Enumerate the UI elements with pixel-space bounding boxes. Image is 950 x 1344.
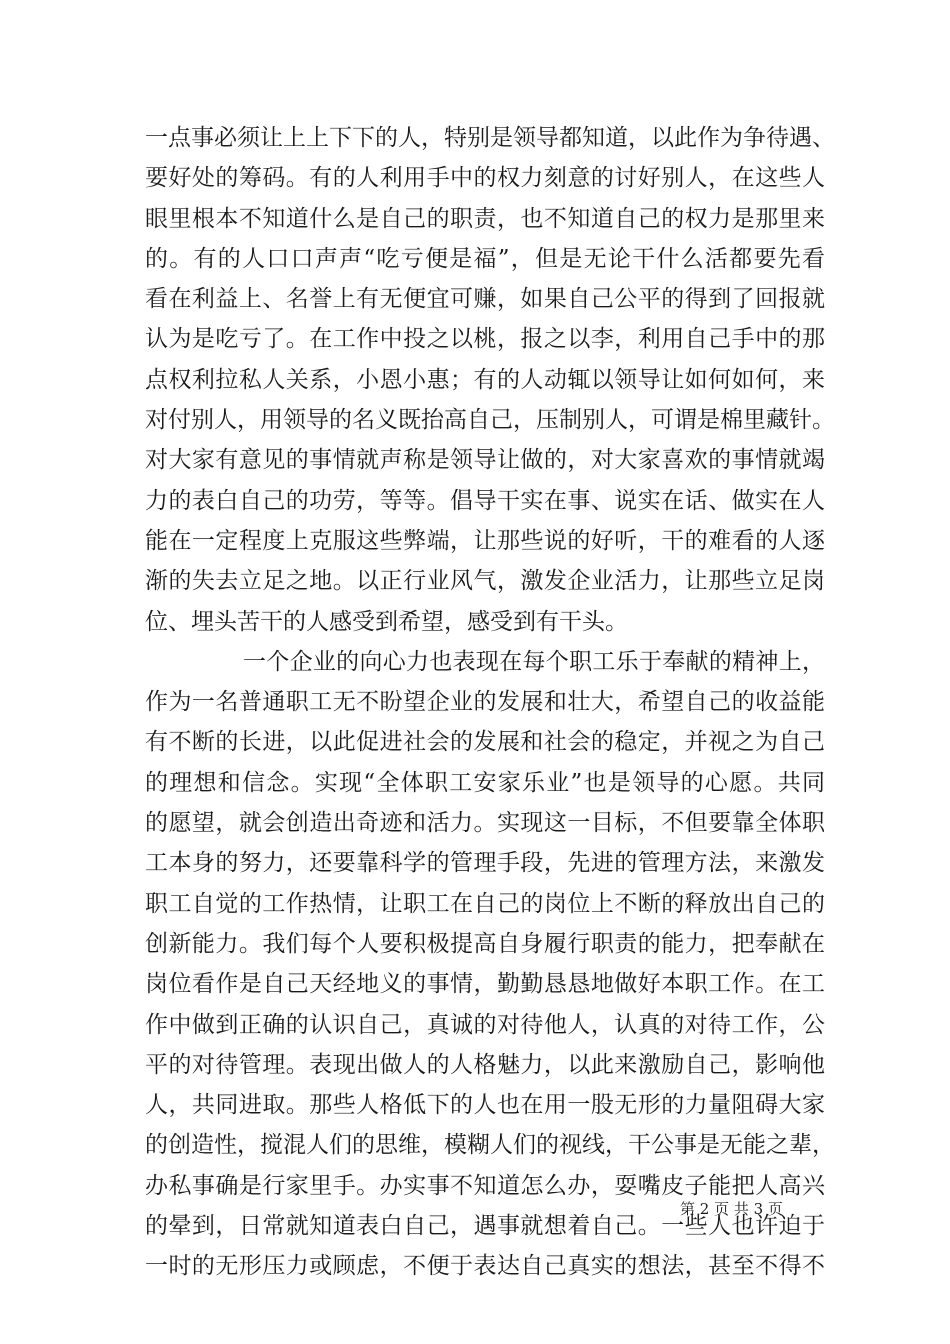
text-line: 要好处的筹码。有的人利用手中的权力刻意的讨好别人，在这些人 <box>145 165 825 192</box>
text-line: 看在利益上、名誉上有无便宜可赚，如果自己公平的得到了回报就 <box>145 286 825 313</box>
text-line: 眼里根本不知道什么是自己的职责，也不知道自己的权力是那里来 <box>145 205 825 232</box>
text-line: 对大家有意见的事情就声称是领导让做的，对大家喜欢的事情就竭 <box>145 447 825 474</box>
text-line: 作为一名普通职工无不盼望企业的发展和壮大，希望自己的收益能 <box>145 689 825 716</box>
text-line: 办私事确是行家里手。办实事不知道怎么办，耍嘴皮子能把人高兴 <box>145 1172 825 1199</box>
body-text <box>145 118 835 1287</box>
text-line: 的创造性，搅混人们的思维，模糊人们的视线，干公事是无能之辈， <box>145 1132 835 1159</box>
text-line: 有不断的长进，以此促进社会的发展和社会的稳定，并视之为自己 <box>145 729 825 756</box>
text-line: 的愿望，就会创造出奇迹和活力。实现这一目标，不但要靠全体职 <box>145 810 825 837</box>
text-line: 作中做到正确的认识自己，真诚的对待他人，认真的对待工作，公 <box>145 1011 825 1038</box>
text-line: 工本身的努力，还要靠科学的管理手段，先进的管理方法，来激发 <box>145 850 825 877</box>
paragraph-1 <box>145 118 835 642</box>
text-line: 平的对待管理。表现出做人的人格魅力，以此来激励自己，影响他 <box>145 1051 825 1078</box>
text-line: 的理想和信念。实现“全体职工安家乐业”也是领导的心愿。共同 <box>145 769 825 796</box>
text-line: 位、埋头苦干的人感受到希望，感受到有干头。 <box>145 608 628 635</box>
text-line: 对付别人，用领导的名义既抬高自己，压制别人，可谓是棉里藏针。 <box>145 407 835 434</box>
text-line: 点权利拉私人关系，小恩小惠；有的人动辄以领导让如何如何，来 <box>145 366 825 393</box>
text-line: 力的表白自己的功劳，等等。倡导干实在事、说实在话、做实在人 <box>145 487 825 514</box>
text-line: 的晕到，日常就知道表白自己，遇事就想着自己。一些人也许迫于 <box>145 1213 825 1240</box>
text-line: 岗位看作是自己天经地义的事情，勤勤恳恳地做好本职工作。在工 <box>145 971 825 998</box>
text-line: 的。有的人口口声声“吃亏便是福”，但是无论干什么活都要先看 <box>145 245 825 272</box>
text-line: 创新能力。我们每个人要积极提高自身履行职责的能力，把奉献在 <box>145 930 825 957</box>
text-line: 一时的无形压力或顾虑，不便于表达自己真实的想法，甚至不得不 <box>145 1253 825 1280</box>
text-line: 认为是吃亏了。在工作中投之以桃，报之以李，利用自己手中的那 <box>145 326 825 353</box>
text-line: 能在一定程度上克服这些弊端，让那些说的好听，干的难看的人逐 <box>145 527 825 554</box>
text-line: 一个企业的向心力也表现在每个职工乐于奉献的精神上， <box>243 648 825 675</box>
text-line: 渐的失去立足之地。以正行业风气，激发企业活力，让那些立足岗 <box>145 568 825 595</box>
text-line: 职工自觉的工作热情，让职工在自己的岗位上不断的释放出自己的 <box>145 890 825 917</box>
text-line: 人，共同进取。那些人格低下的人也在用一股无形的力量阻碍大家 <box>145 1092 825 1119</box>
paragraph-2 <box>145 642 835 1287</box>
text-line: 一点事必须让上上下下的人，特别是领导都知道，以此作为争待遇、 <box>145 125 835 151</box>
page-number-footer: 第 2 页 共 3 页 <box>680 1200 783 1218</box>
